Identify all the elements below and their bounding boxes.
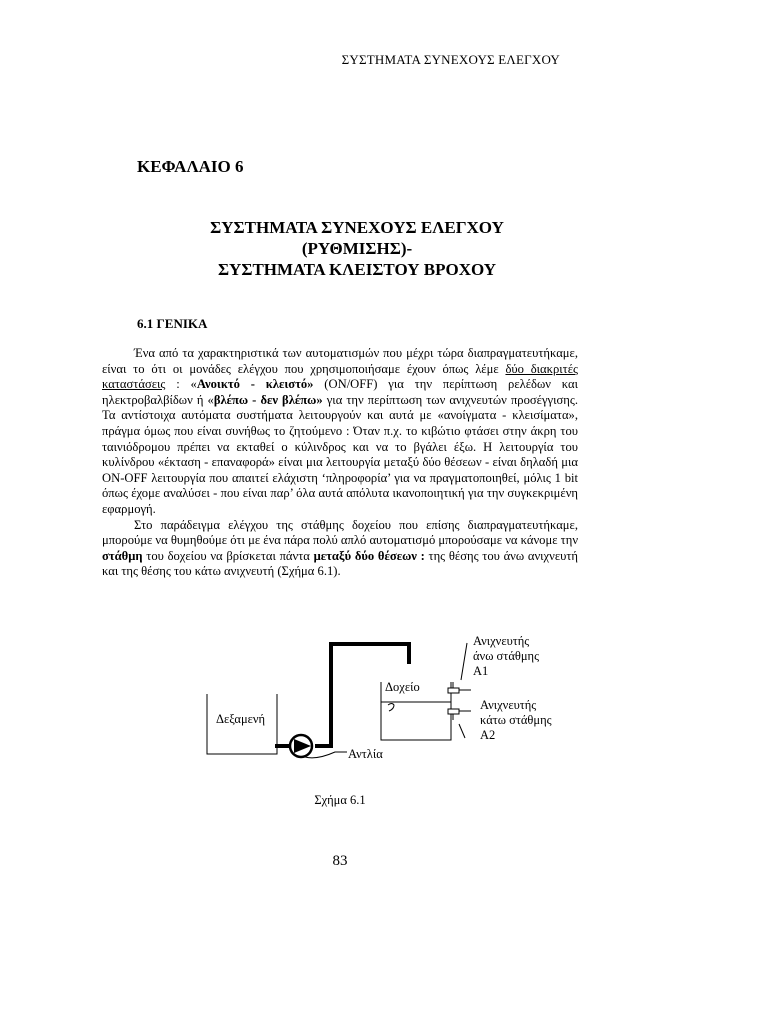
lower-sensor-label-line-2: κάτω στάθμης (480, 713, 552, 727)
paragraph-2 (102, 518, 578, 580)
p1-text-2: : « (165, 377, 197, 392)
upper-sensor-label-line-3: A1 (473, 664, 489, 678)
p1-bold-phrase-2: βλέπω - δεν βλέπω» (213, 392, 323, 407)
running-header: ΣΥΣΤΗΜΑΤΑ ΣΥΝΕΧΟΥΣ ΕΛΕΓΧΟΥ (341, 52, 560, 67)
p1-underlined-phrase: δύο διακριτές καταστάσεις (102, 361, 578, 392)
p1-bold-phrase-1: Ανοικτό - κλειστό» (196, 377, 314, 392)
chapter-label: ΚΕΦΑΛΑΙΟ 6 (137, 157, 244, 176)
tank-label: Δοχείο (385, 680, 420, 694)
upper-sensor-label (473, 634, 539, 679)
water-level-mark (388, 704, 394, 712)
page-number: 83 (332, 853, 348, 869)
p1-text-4: για την περίπτωση των ανιχνευτών προσέγγισης. Τα αντίστοιχα αυτόματα συστήματα λειτουργούν και αυτά με «ανοίγματα - κλεισίματα», πράγμα όμως που είναι συνήθως το ζητούμενο : Όταν π.χ. το κιβώτιο φτάσει στην άκρη του ταινιόδρομου πρέπει να εκταθεί ο κύλινδρος και να το βγάλει έξω. Η λειτουργία του κυλίνδρου «έκταση - επαναφορά» είναι μια λειτουργία μεταξύ δύο θέσεων - είναι δηλαδή μια ON-OFF λειτουργία που απαιτεί ελάχιστη ‘πληροφορία’ για να πραγματοποιηθεί, μόλις 1 bit όπως έχομε αναλύσει - που είναι παρ’ όλα αυτά απόλυτα ικανοποιητική για την συγκεκριμένη εφαρμογή. (102, 392, 578, 516)
p1-text-3: (ON/OFF) για την περίπτωση ρελέδων και ηλεκτροβαλβίδων ή « (102, 377, 578, 407)
reservoir-label: Δεξαμενή (216, 712, 266, 726)
upper-sensor-label-line-1: Ανιχνευτής (473, 634, 530, 648)
chapter-title (0, 217, 714, 280)
lower-sensor-label (480, 698, 552, 743)
chapter-title-line-1: ΣΥΣΤΗΜΑΤΑ ΣΥΝΕΧΟΥΣ ΕΛΕΓΧΟΥ (210, 218, 504, 237)
lower-sensor-leader (459, 724, 465, 738)
lower-sensor-label-line-1: Ανιχνευτής (480, 698, 537, 712)
section-heading: 6.1 ΓΕΝΙΚΑ (137, 316, 208, 331)
pump-label-leader (305, 752, 347, 758)
p2-text-1: Στο παράδειγμα ελέγχου της στάθμης δοχείου που επίσης διαπραγματευτήκαμε, μπορούμε να θυμηθούμε ότι με ένα πάρα πολύ απλό αυτοματισμό μπορούσαμε να κάνομε την (102, 517, 579, 548)
p2-text-3: της θέσης του άνω ανιχνευτή και της θέσης του κάτω ανιχνευτή (Σχήμα 6.1). (102, 548, 579, 579)
p1-text-1: Ένα από τα χαρακτηριστικά των αυτοματισμών που μέχρι τώρα διαπραγματευτήκαμε, είναι το ότι οι μονάδες ελέγχου που χρησιμοποιήσαμε έχουν όπως λέμε (102, 346, 578, 376)
lower-sensor-label-line-3: A2 (480, 728, 496, 742)
upper-sensor-label-line-2: άνω στάθμης (473, 649, 540, 663)
body-text (102, 346, 578, 580)
supply-pipe-riser (315, 644, 409, 746)
chapter-title-line-2: (ΡΥΘΜΙΣΗΣ)- (301, 239, 413, 258)
p2-bold-phrase-1: στάθμη (102, 548, 143, 563)
upper-sensor-a1 (448, 688, 459, 693)
upper-sensor-leader (461, 643, 467, 680)
chapter-title-line-3: ΣΥΣΤΗΜΑΤΑ ΚΛΕΙΣΤΟΥ ΒΡΟΧΟΥ (217, 260, 497, 279)
p2-bold-phrase-2: μεταξύ δύο θέσεων : (313, 548, 425, 563)
paragraph-1 (102, 346, 578, 518)
lower-sensor-a2 (448, 709, 459, 714)
figure-6-1 (195, 626, 575, 776)
p2-text-2: του δοχείου να βρίσκεται πάντα (142, 548, 314, 563)
figure-caption: Σχήμα 6.1 (314, 793, 366, 807)
pump-label: Αντλία (348, 747, 383, 761)
